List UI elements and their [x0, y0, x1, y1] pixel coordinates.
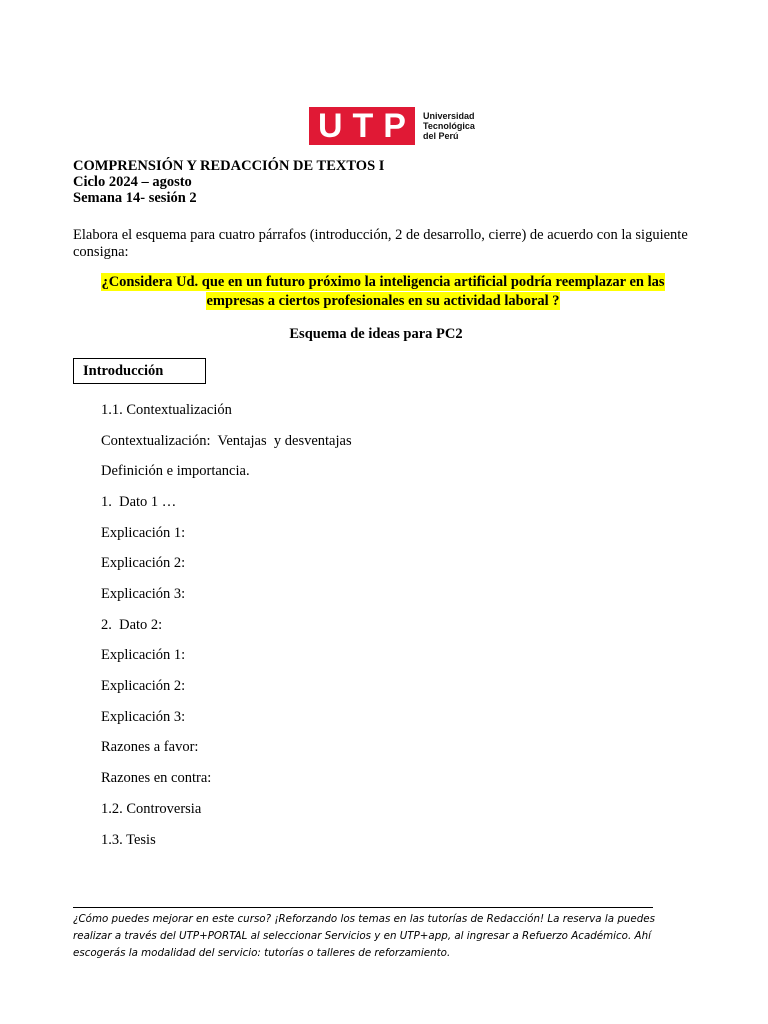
course-title: COMPRENSIÓN Y REDACCIÓN DE TEXTOS I — [73, 158, 385, 174]
question-highlight: ¿Considera Ud. que en un futuro próximo la inteligencia artificial podría reemplazar en las empresas a ciertos profesionales en su actividad laboral ? — [101, 274, 665, 309]
logo-letter-t: T — [352, 107, 374, 145]
outline-item: Explicación 2: — [101, 555, 186, 571]
outline-item: 1.3. Tesis — [101, 832, 156, 848]
section-title: Introducción — [83, 363, 164, 379]
outline-item: 2. Dato 2: — [101, 617, 163, 633]
footer-divider — [73, 907, 653, 908]
footer-note: ¿Cómo puedes mejorar en este curso? ¡Reforzando los temas en las tutorías de Redacción! La reserva la puedes realizar a través del UTP+PORTAL al seleccionar Servicios y en UTP+app, al ingresar a Refuerzo Académico. Ahí escogerás la modalidad del servicio: tutorías o talleres de reforzamiento. — [73, 913, 655, 959]
utp-logo — [309, 106, 475, 146]
logo-text-line: Universidad — [423, 111, 475, 121]
outline-item: Explicación 2: — [101, 678, 186, 694]
outline-item: Contextualización: Ventajas y desventajas — [101, 433, 352, 449]
question-prompt — [73, 273, 693, 311]
outline-item: 1.2. Controversia — [101, 801, 202, 817]
document-header — [73, 158, 384, 206]
logo-wordmark — [423, 111, 475, 141]
utp-logo-mark — [309, 107, 415, 145]
scheme-title: Esquema de ideas para PC2 — [289, 326, 463, 342]
session-label: Semana 14- sesión 2 — [73, 190, 197, 206]
cycle-label: Ciclo 2024 – agosto — [73, 174, 192, 190]
logo-text-line: Tecnológica — [423, 121, 475, 131]
logo-letter-u: U — [317, 107, 343, 145]
instructions-text: Elabora el esquema para cuatro párrafos (introducción, 2 de desarrollo, cierre) de acuerdo con la siguiente consigna: — [73, 227, 688, 260]
outline-item: Explicación 3: — [101, 709, 186, 725]
logo-text-line: del Perú — [423, 131, 459, 141]
section-box-introduccion — [73, 358, 206, 384]
outline-item: Definición e importancia. — [101, 463, 250, 479]
outline-item: Explicación 3: — [101, 586, 186, 602]
outline-item: Razones a favor: — [101, 739, 199, 755]
outline-item: Razones en contra: — [101, 770, 212, 786]
outline-item: 1.1. Contextualización — [101, 402, 232, 418]
outline-item: 1. Dato 1 … — [101, 494, 177, 510]
outline-item: Explicación 1: — [101, 525, 186, 541]
logo-letter-p: P — [383, 107, 406, 145]
outline-item: Explicación 1: — [101, 647, 186, 663]
